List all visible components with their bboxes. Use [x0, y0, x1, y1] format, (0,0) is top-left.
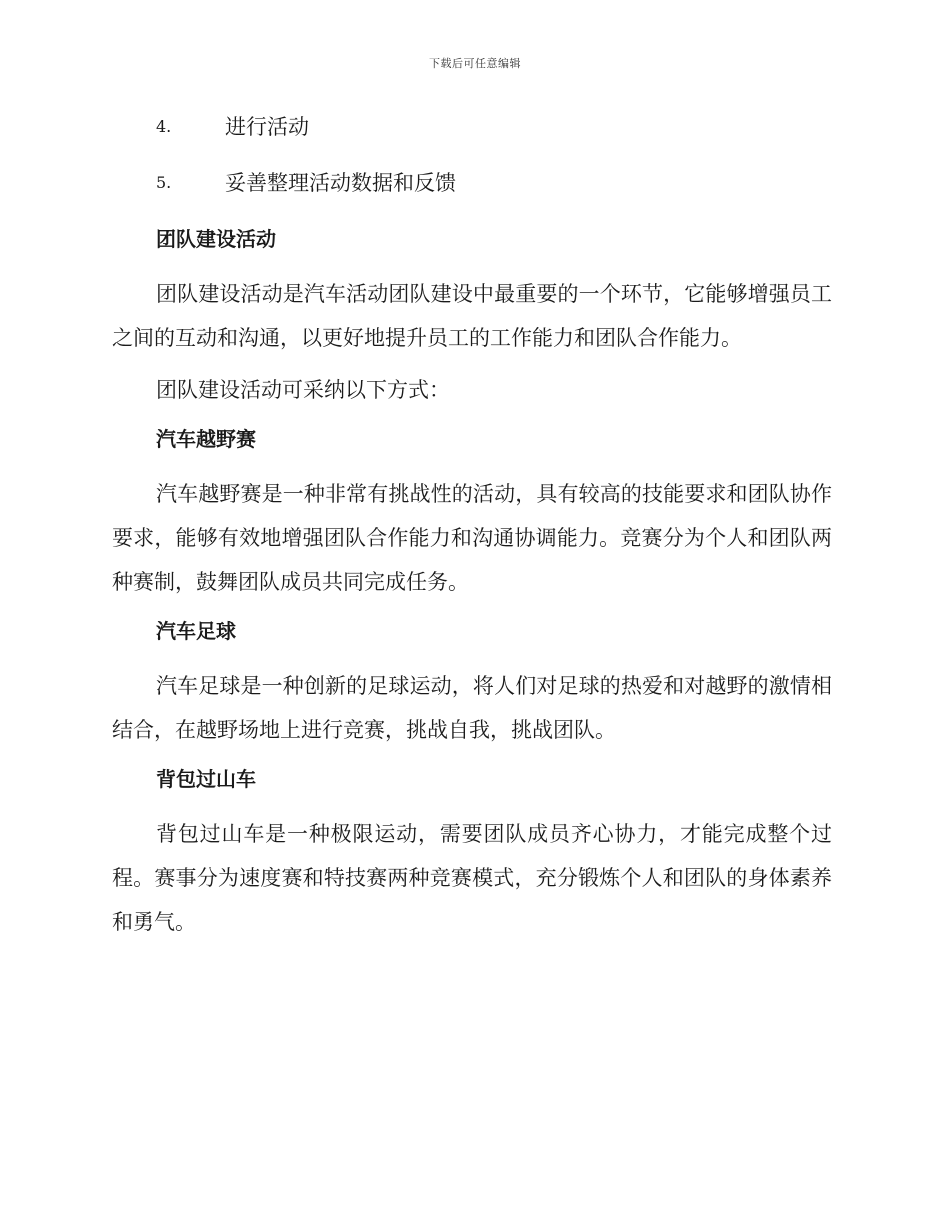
- paragraph-backpack: 背包过山车是一种极限运动，需要团队成员齐心协力，才能完成整个过程。赛事分为速度赛和特技赛两种竞赛模式，充分锻炼个人和团队的身体素养和勇气。: [112, 822, 832, 934]
- section-heading-backpack: 背包过山车: [156, 767, 256, 791]
- paragraph-offroad: 汽车越野赛是一种非常有挑战性的活动，具有较高的技能要求和团队协作要求，能够有效地增强团队合作能力和沟通协调能力。竞赛分为个人和团队两种赛制，鼓舞团队成员共同完成任务。: [112, 482, 832, 594]
- list-item-number: 5.: [156, 173, 172, 192]
- section-heading-team-building: 团队建设活动: [156, 227, 276, 251]
- paragraph-team-building-methods: 团队建设活动可采纳以下方式：: [156, 378, 450, 402]
- page-header-note: 下载后可任意编辑: [429, 57, 521, 70]
- list-item-text: 妥善整理活动数据和反馈: [225, 171, 456, 195]
- document-body: [112, 108, 832, 952]
- section-heading-offroad: 汽车越野赛: [156, 427, 256, 451]
- list-item-number: 4.: [156, 117, 172, 136]
- list-item: [112, 164, 832, 220]
- paragraph-car-football: 汽车足球是一种创新的足球运动，将人们对足球的热爱和对越野的激情相结合，在越野场地上进行竞赛，挑战自我，挑战团队。: [112, 674, 832, 742]
- paragraph-team-building-intro: 团队建设活动是汽车活动团队建设中最重要的一个环节，它能够增强员工之间的互动和沟通，以更好地提升员工的工作能力和团队合作能力。: [112, 282, 832, 350]
- section-heading-car-football: 汽车足球: [156, 619, 236, 643]
- list-item: [112, 108, 832, 164]
- list-item-text: 进行活动: [225, 115, 309, 139]
